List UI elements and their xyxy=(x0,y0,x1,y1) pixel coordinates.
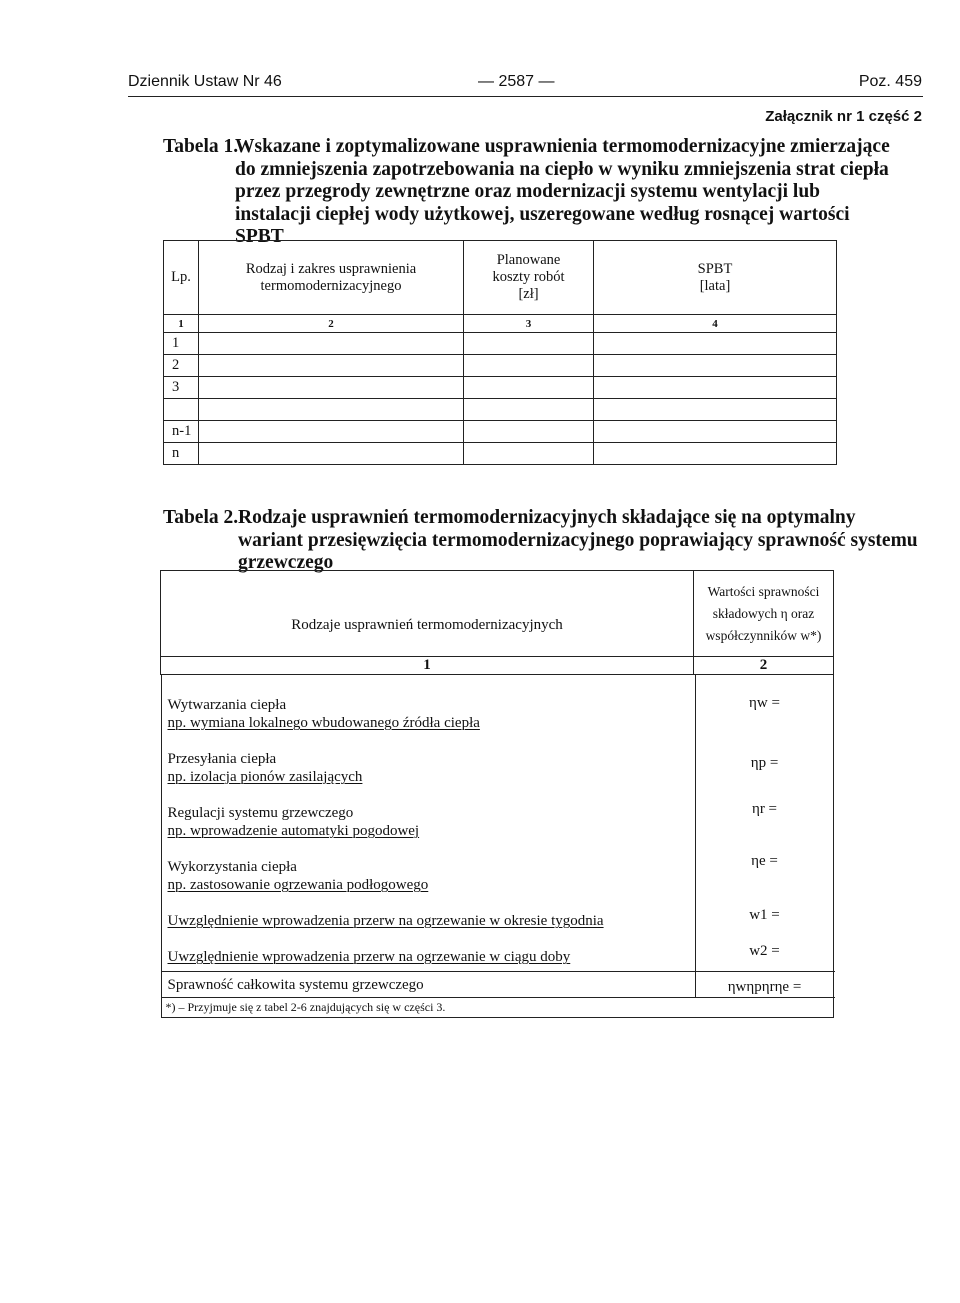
table1-cell xyxy=(199,399,464,421)
table1-caption: Wskazane i zoptymalizowane usprawnienia termomodernizacyjne zmierzające do zmniejszenia zapotrzebowania na ciepło w wyniku zmniejszenia strat ciepła przez przegrody zewnętrzne oraz modernizacji systemu wentylacji lub instalacji ciepłej wody użytkowej, uszeregowane według rosnącej wartości SPBT xyxy=(235,136,890,247)
header-rule xyxy=(128,96,923,97)
row-example: np. zastosowanie ogrzewania podłogowego xyxy=(167,877,429,893)
row-title: Przesyłania ciepła xyxy=(167,751,277,767)
table1-cell xyxy=(199,377,464,399)
table1-cell xyxy=(199,443,464,465)
table1-colnum: 4 xyxy=(594,315,837,333)
page-number: — 2587 — xyxy=(478,73,555,90)
annex-label: Załącznik nr 1 część 2 xyxy=(765,108,922,125)
table1-header-lp: Lp. xyxy=(164,241,199,315)
table1-colnum: 3 xyxy=(464,315,594,333)
position-number: Poz. 459 xyxy=(858,73,922,90)
table1-row-lp: 2 xyxy=(164,355,199,377)
eta-w-value: ηw = xyxy=(749,695,780,711)
eta-r-value: ηr = xyxy=(751,801,778,817)
row-example: np. wprowadzenie automatyki pogodowej xyxy=(167,823,420,839)
table1-cell xyxy=(199,333,464,355)
table1 xyxy=(163,240,837,465)
journal-name: Dziennik Ustaw Nr 46 xyxy=(128,73,282,90)
eta-p-value: ηp = xyxy=(750,755,779,771)
table1-cell xyxy=(594,333,837,355)
table1-cell xyxy=(464,399,594,421)
table1-header-type: Rodzaj i zakres usprawnienia termomodernizacyjnego xyxy=(199,241,464,315)
table1-cell xyxy=(594,355,837,377)
table1-header-spbt: SPBT [lata] xyxy=(594,241,837,315)
row-title: Uwzględnienie wprowadzenia przerw na ogrzewanie w okresie tygodnia xyxy=(167,913,604,929)
table1-row-lp: 1 xyxy=(164,333,199,355)
row-example: np. izolacja pionów zasilających xyxy=(167,769,363,785)
table1-cell xyxy=(594,377,837,399)
w1-value: w1 = xyxy=(749,907,780,923)
table2-header-type: Rodzaje usprawnień termomodernizacyjnych xyxy=(161,571,694,657)
table1-row-lp: n xyxy=(164,443,199,465)
eta-e-value: ηe = xyxy=(751,853,778,869)
row-title: Uwzględnienie wprowadzenia przerw na ogrzewanie w ciągu doby xyxy=(167,949,571,965)
table2-label: Tabela 2. xyxy=(163,507,239,528)
table1-cell xyxy=(594,399,837,421)
table1-cell xyxy=(594,421,837,443)
table2-colnum: 2 xyxy=(694,657,834,675)
table1-cell xyxy=(464,333,594,355)
table1-cell xyxy=(464,443,594,465)
row-title: Wykorzystania ciepła xyxy=(167,859,297,875)
table1-row-lp: n-1 xyxy=(164,421,199,443)
table1-cell xyxy=(199,355,464,377)
w2-value: w2 = xyxy=(749,943,780,959)
column-divider xyxy=(695,675,696,971)
table2-header-values: Wartości sprawności składowych η oraz współczynników w*) xyxy=(694,571,834,657)
table1-header-cost: Planowane koszty robót [zł] xyxy=(464,241,594,315)
total-row-title: Sprawność całkowita systemu grzewczego xyxy=(167,977,424,993)
table2-colnum: 1 xyxy=(161,657,694,675)
table1-cell xyxy=(594,443,837,465)
table1-row-lp xyxy=(164,399,199,421)
table1-row-lp: 3 xyxy=(164,377,199,399)
table2-body xyxy=(161,675,834,1019)
footnote: *) – Przyjmuje się z tabel 2-6 znajdujących się w części 3. xyxy=(165,1000,446,1014)
table1-title xyxy=(163,136,903,247)
row-title: Wytwarzania ciepła xyxy=(167,697,287,713)
table1-label: Tabela 1. xyxy=(163,136,239,157)
footnote-divider xyxy=(162,997,835,998)
table1-colnum: 1 xyxy=(164,315,199,333)
eta-total-value: ηwηpηrηe = xyxy=(727,979,802,995)
table2 xyxy=(160,570,834,1018)
row-title: Regulacji systemu grzewczego xyxy=(167,805,354,821)
table1-cell xyxy=(464,377,594,399)
table1-cell xyxy=(464,355,594,377)
table1-cell xyxy=(199,421,464,443)
table2-caption: Rodzaje usprawnień termomodernizacyjnych składające się na optymalny wariant przesięwzięcia termomodernizacyjnego poprawiający sprawność systemu grzewczego xyxy=(238,507,918,573)
table2-title xyxy=(163,507,923,573)
table1-colnum: 2 xyxy=(199,315,464,333)
row-example: np. wymiana lokalnego wbudowanego źródła ciepła xyxy=(167,715,480,731)
table1-cell xyxy=(464,421,594,443)
